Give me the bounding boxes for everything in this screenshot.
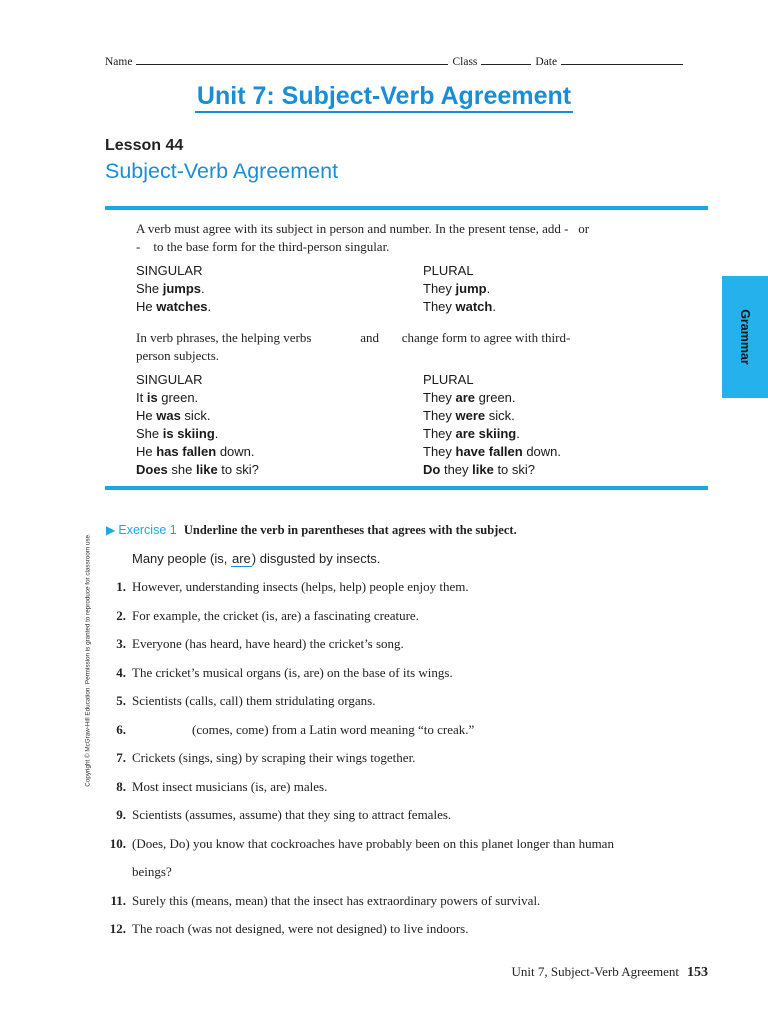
item-text[interactable]: However, understanding insects (helps, help) people enjoy them. — [132, 579, 469, 594]
example-text: ) disgusted by insects. — [251, 551, 381, 566]
item-number: 4. — [116, 665, 126, 680]
class-blank[interactable] — [481, 53, 531, 65]
table2-singular-column — [136, 371, 259, 479]
row-verb: watches — [156, 299, 208, 314]
table2-plural-column — [423, 371, 561, 479]
table1-plural-heading: PLURAL — [423, 263, 474, 278]
table1-plural-row — [423, 280, 496, 298]
item-number: 12. — [109, 921, 126, 936]
intro-line-2: - to the base form for the third-person singular. — [136, 239, 390, 254]
play-triangle-icon: ▶ — [106, 523, 116, 537]
table2-singular-heading: SINGULAR — [136, 372, 203, 387]
table1-plural-row — [423, 298, 496, 316]
row-text: sick. — [485, 408, 515, 423]
row-text: She — [136, 426, 163, 441]
intro-paragraph — [136, 220, 676, 256]
exercise-item-continuation[interactable] — [100, 864, 172, 880]
row-text: . — [516, 426, 520, 441]
row-text: They — [423, 390, 456, 405]
row-text: down. — [522, 444, 562, 459]
item-number: 7. — [116, 750, 126, 765]
item-text[interactable]: (comes, come) from a Latin word meaning “to creak.” — [192, 722, 475, 737]
date-label: Date — [535, 56, 558, 68]
bottom-divider — [105, 486, 708, 490]
table2-singular-row — [136, 443, 259, 461]
table2-plural-row — [423, 407, 561, 425]
row-text: . — [486, 281, 491, 296]
footer-text: Unit 7, Subject-Verb Agreement — [511, 964, 679, 979]
item-number: 10. — [109, 836, 126, 851]
lesson-title: Subject-Verb Agreement — [105, 159, 339, 183]
date-blank[interactable] — [561, 53, 683, 65]
exercise-item[interactable] — [100, 807, 451, 823]
row-verb: Does — [136, 462, 168, 477]
row-verb: like — [195, 462, 218, 477]
table2-plural-row — [423, 443, 561, 461]
lesson-number: Lesson 44 — [105, 137, 184, 154]
row-text: He — [136, 299, 157, 314]
unit-title-container — [0, 82, 768, 111]
helping-line-2: person subjects. — [136, 348, 220, 363]
item-number: 8. — [116, 779, 126, 794]
item-text[interactable]: beings? — [132, 864, 172, 879]
item-text[interactable]: Most insect musicians (is, are) males. — [132, 779, 328, 794]
row-verb: watch — [455, 299, 493, 314]
item-text[interactable]: (Does, Do) you know that cockroaches have probably been on this planet longer than human — [132, 836, 614, 851]
table2-plural-row — [423, 461, 561, 479]
exercise-header — [106, 523, 517, 538]
item-text[interactable]: The cricket’s musical organs (is, are) on the base of its wings. — [132, 665, 453, 680]
exercise-example — [132, 551, 380, 566]
item-text[interactable]: Scientists (calls, call) them stridulating organs. — [132, 693, 376, 708]
row-text: They — [423, 408, 456, 423]
row-text: green. — [157, 390, 199, 405]
table1-plural-column — [423, 262, 496, 316]
table2-plural-row — [423, 425, 561, 443]
row-verb: Do — [423, 462, 441, 477]
item-text[interactable]: Surely this (means, mean) that the insect has extraordinary powers of survival. — [132, 893, 541, 908]
exercise-item[interactable] — [100, 750, 415, 766]
row-text: she — [167, 462, 196, 477]
item-number: 11. — [110, 893, 126, 908]
table2-singular-row — [136, 389, 259, 407]
exercise-item[interactable] — [100, 722, 474, 738]
table2-singular-row — [136, 407, 259, 425]
row-verb: was — [156, 408, 181, 423]
item-text[interactable]: Everyone (has heard, have heard) the cricket’s song. — [132, 636, 404, 651]
table2-plural-row — [423, 389, 561, 407]
row-verb: are — [455, 390, 476, 405]
row-verb: were — [455, 408, 486, 423]
page-footer — [0, 964, 708, 981]
page-number: 153 — [687, 965, 708, 980]
row-text: to ski? — [217, 462, 259, 477]
row-text: . — [207, 299, 212, 314]
grammar-side-tab — [722, 276, 768, 398]
row-text: to ski? — [493, 462, 536, 477]
row-verb: is — [146, 390, 158, 405]
row-verb: is skiing — [162, 426, 215, 441]
example-answer: are — [232, 551, 251, 566]
row-text: sick. — [180, 408, 211, 423]
item-number: 2. — [116, 608, 126, 623]
helping-line-1: In verb phrases, the helping verbs and change form to agree with third- — [136, 330, 571, 345]
intro-line-1: A verb must agree with its subject in person and number. In the present tense, add - or — [136, 221, 590, 236]
item-text[interactable]: Crickets (sings, sing) by scraping their wings together. — [132, 750, 416, 765]
exercise-item[interactable] — [100, 608, 419, 624]
table1-singular-column — [136, 262, 211, 316]
row-text: He — [136, 444, 157, 459]
row-text: . — [492, 299, 496, 314]
exercise-item[interactable] — [100, 636, 404, 652]
row-text: . — [214, 426, 219, 441]
top-divider — [105, 206, 708, 210]
class-label: Class — [452, 56, 478, 68]
exercise-label: Exercise 1 — [118, 523, 177, 537]
exercise-item[interactable] — [100, 836, 614, 852]
row-verb: jumps — [162, 281, 202, 296]
exercise-item[interactable] — [100, 579, 469, 595]
exercise-item[interactable] — [100, 921, 468, 937]
item-text[interactable]: Scientists (assumes, assume) that they sing to attract females. — [132, 807, 452, 822]
row-text: It — [136, 390, 147, 405]
row-text: They — [423, 426, 456, 441]
table2-singular-row — [136, 461, 259, 479]
unit-title: Unit 7: Subject-Verb Agreement — [195, 82, 573, 113]
item-number: 6. — [116, 722, 126, 737]
table1-singular-heading: SINGULAR — [136, 263, 203, 278]
row-text: They — [423, 444, 456, 459]
row-verb: are skiing — [455, 426, 517, 441]
row-text: down. — [216, 444, 255, 459]
exercise-instruction: Underline the verb in parentheses that agrees with the subject. — [183, 523, 517, 537]
item-number: 1. — [116, 579, 126, 594]
table1-singular-row — [136, 280, 211, 298]
row-verb: have fallen — [455, 444, 523, 459]
row-verb: has fallen — [156, 444, 217, 459]
row-verb: like — [472, 462, 494, 477]
item-number: 3. — [116, 636, 126, 651]
table2-singular-row — [136, 425, 259, 443]
row-text: They — [423, 299, 456, 314]
row-text: . — [201, 281, 205, 296]
item-text[interactable]: For example, the cricket (is, are) a fascinating creature. — [132, 608, 419, 623]
exercise-item[interactable] — [100, 665, 453, 681]
helping-verbs-paragraph — [136, 329, 676, 365]
exercise-item[interactable] — [100, 893, 540, 909]
exercise-item[interactable] — [100, 693, 375, 709]
copyright-text: Copyright © McGraw-Hill Education. Permission is granted to reproduce for classroom use. — [84, 533, 92, 787]
row-text: they — [440, 462, 473, 477]
student-info-header — [105, 53, 708, 68]
row-text: He — [136, 408, 157, 423]
row-text: She — [136, 281, 163, 296]
exercise-item[interactable] — [100, 779, 327, 795]
row-text: They — [423, 281, 456, 296]
table2-plural-heading: PLURAL — [423, 372, 474, 387]
example-text: Many people (is, — [132, 551, 231, 566]
row-text: green. — [475, 390, 516, 405]
table1-singular-row — [136, 298, 211, 316]
item-text[interactable]: The roach (was not designed, were not designed) to live indoors. — [132, 921, 469, 936]
row-verb: jump — [455, 281, 487, 296]
item-number: 5. — [116, 693, 126, 708]
item-number: 9. — [116, 807, 126, 822]
grammar-tab-label: Grammar — [738, 309, 752, 365]
name-blank[interactable] — [136, 53, 448, 65]
name-label: Name — [105, 56, 133, 68]
